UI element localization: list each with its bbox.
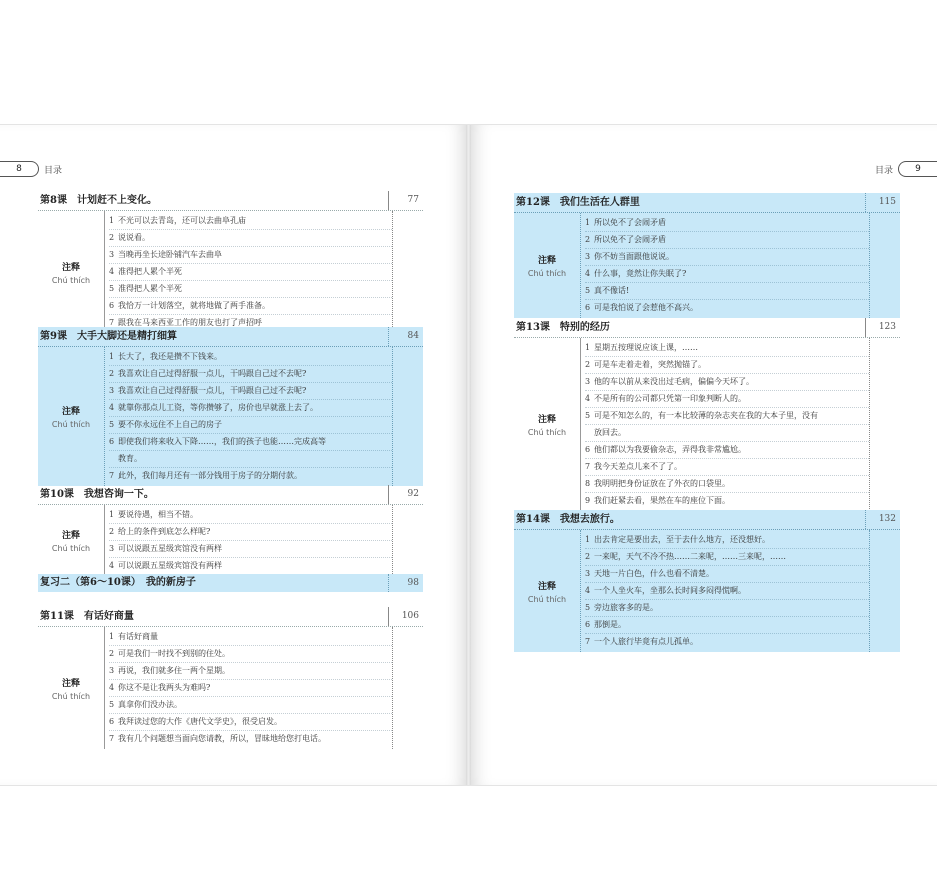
note-item-text: 所以免不了会闹矛盾 xyxy=(594,235,666,244)
note-items xyxy=(581,213,870,318)
note-item xyxy=(585,476,869,493)
note-item xyxy=(109,468,392,484)
note-item xyxy=(585,283,869,300)
note-item xyxy=(109,714,392,731)
note-item-number: 1 xyxy=(585,218,591,227)
note-item xyxy=(585,215,869,232)
note-item-text: 一个人坐火车，坐那么长时间多闷得慌啊。 xyxy=(594,586,746,595)
note-item-text: 天地一片白色，什么也看不清楚。 xyxy=(594,569,714,578)
note-item-text: 一来呢，天气不冷不热……二来呢，……三来呢，…… xyxy=(594,552,786,561)
lesson-block xyxy=(38,607,423,749)
note-item-text: 准得把人累个半死 xyxy=(118,284,182,293)
note-item-number: 4 xyxy=(109,683,115,692)
lesson-block xyxy=(38,485,423,576)
note-label-zh: 注释 xyxy=(61,531,80,541)
note-item-text: 我喜欢让自己过得舒服一点儿，干吗跟自己过不去呢? xyxy=(118,369,307,378)
note-label-zh: 注释 xyxy=(537,581,556,592)
lesson-title: 第12课 我们生活在人群里 xyxy=(516,197,640,208)
note-item-text: 可以说跟五星级宾馆没有两样 xyxy=(118,561,222,570)
note-item xyxy=(109,349,392,366)
note-item-number: 3 xyxy=(585,252,591,261)
note-label-zh: 注释 xyxy=(537,415,556,425)
lesson-title-row[interactable] xyxy=(514,193,900,213)
note-item-text: 准得把人累个半死 xyxy=(118,267,182,276)
note-item-text: 我们赶紧去看，果然在车的座位下面。 xyxy=(594,496,730,505)
note-item-number: 2 xyxy=(109,369,115,378)
note-item-number: 3 xyxy=(109,250,115,259)
lesson-block xyxy=(38,191,423,333)
note-item-number: 3 xyxy=(585,569,591,578)
note-item-text: 所以免不了会闹矛盾 xyxy=(594,218,666,227)
note-item-number: 7 xyxy=(109,734,115,743)
note-item xyxy=(585,617,869,634)
note-item-text: 教育。 xyxy=(118,454,142,463)
note-item-number: 9 xyxy=(585,496,591,505)
note-item xyxy=(585,374,869,391)
note-item-number: 5 xyxy=(109,284,115,293)
note-item-text: 什么事，竟然让你失眠了? xyxy=(594,269,687,278)
note-label xyxy=(38,627,105,749)
note-item-number: 8 xyxy=(585,479,591,488)
lesson-block xyxy=(514,318,900,511)
note-item xyxy=(585,232,869,249)
note-item-number: 7 xyxy=(585,637,591,646)
note-item xyxy=(109,298,392,315)
lesson-notes xyxy=(514,338,900,511)
note-item-text: 说说看。 xyxy=(118,233,150,242)
note-label-vi: Chú thích xyxy=(51,544,91,553)
note-item-text: 放回去。 xyxy=(594,428,626,437)
left-page-header xyxy=(0,161,62,177)
note-item-number: 1 xyxy=(109,632,115,641)
open-book xyxy=(0,124,937,786)
note-item-number: 2 xyxy=(109,527,115,536)
note-item-text: 可是不知怎么的，有一本比较薄的杂志夹在我的大本子里，没有 xyxy=(594,411,818,420)
note-item xyxy=(585,634,869,650)
lesson-title-row[interactable] xyxy=(38,485,423,505)
note-item-number: 5 xyxy=(585,411,591,420)
lesson-title-row[interactable] xyxy=(514,510,900,530)
note-item-number: 3 xyxy=(109,544,115,553)
lesson-title: 第8课 计划赶不上变化。 xyxy=(40,195,157,206)
review-page: 98 xyxy=(388,574,423,592)
lesson-title-row[interactable] xyxy=(38,191,423,211)
note-item-text: 真不像话! xyxy=(594,286,630,295)
note-item xyxy=(109,524,392,541)
lesson-page-number: 123 xyxy=(865,318,900,337)
note-label-zh: 注释 xyxy=(61,262,80,273)
note-item xyxy=(109,697,392,714)
note-item-text: 他的车以前从来没出过毛病，偏偏今天坏了。 xyxy=(594,377,754,386)
lesson-page-number: 92 xyxy=(388,485,423,504)
note-item-text: 要说待遇，相当不错。 xyxy=(118,510,198,519)
lesson-notes xyxy=(514,213,900,318)
note-item xyxy=(109,731,392,747)
note-item xyxy=(585,357,869,374)
note-item-number: 2 xyxy=(109,233,115,242)
note-item-number: 1 xyxy=(585,535,591,544)
note-item xyxy=(109,264,392,281)
note-item-text: 我恰万一计划落空，就将地做了两手准备。 xyxy=(118,301,270,310)
left-page-number: 8 xyxy=(0,161,39,177)
right-page-header xyxy=(875,161,937,177)
note-item-text: 我有几个问题想当面向您请教，所以，冒昧地给您打电话。 xyxy=(118,734,326,743)
note-item-text: 要不你永远住不上自己的房子 xyxy=(118,420,222,429)
lesson-page-number: 84 xyxy=(388,327,423,346)
lesson-title-row[interactable] xyxy=(38,327,423,347)
note-item xyxy=(109,366,392,383)
note-item-text: 当晚再坐长途卧铺汽车去曲阜 xyxy=(118,250,222,259)
note-label-vi: Chú thích xyxy=(527,428,567,437)
note-item-number: 4 xyxy=(585,269,591,278)
note-items xyxy=(581,530,870,652)
note-item xyxy=(109,417,392,434)
right-page xyxy=(471,125,937,785)
note-items xyxy=(105,627,393,749)
note-item xyxy=(109,400,392,417)
note-item-number: 3 xyxy=(109,666,115,675)
lesson-title: 第10课 我想咨询一下。 xyxy=(40,489,154,500)
note-item-number: 4 xyxy=(109,561,115,570)
note-item-number: 4 xyxy=(109,267,115,276)
note-item-text: 我喜欢让自己过得舒服一点儿，干吗跟自己过不去呢? xyxy=(118,386,307,395)
note-item-text: 星期五按理说应该上课，…… xyxy=(594,343,698,352)
note-item-text: 可是我们一时找不到别的住处。 xyxy=(118,649,230,658)
note-item xyxy=(109,629,392,646)
note-item-number: 1 xyxy=(109,510,115,519)
note-item-text: 不光可以去青岛，还可以去曲阜孔庙 xyxy=(118,216,246,225)
note-item-text: 你不妨当面跟他说说。 xyxy=(594,252,674,261)
note-label-vi: Chú thích xyxy=(51,691,91,701)
note-item xyxy=(585,408,869,425)
note-item xyxy=(585,566,869,583)
note-label-vi: Chú thích xyxy=(527,269,567,278)
note-item-number: 4 xyxy=(585,586,591,595)
note-item-text: 此外，我们每月还有一部分钱用于房子的分期付款。 xyxy=(118,471,302,480)
note-label-vi: Chú thích xyxy=(51,420,91,429)
lesson-page-number: 115 xyxy=(865,193,900,212)
left-page xyxy=(0,125,466,785)
lesson-notes xyxy=(514,530,900,652)
note-item-number: 2 xyxy=(585,360,591,369)
note-item-text: 就靠你那点儿工资，等你攒够了，房价也早就涨上去了。 xyxy=(118,403,318,412)
lesson-title: 第14课 我想去旅行。 xyxy=(516,514,620,525)
note-item xyxy=(585,425,869,442)
note-item-text: 一个人旅行毕竟有点儿孤单。 xyxy=(594,637,698,646)
note-label-zh: 注释 xyxy=(61,407,80,417)
note-item xyxy=(585,391,869,408)
note-item xyxy=(585,249,869,266)
note-label-vi: Chú thích xyxy=(51,275,91,285)
lesson-notes xyxy=(38,347,423,486)
lesson-title: 第9课 大手大脚还是精打细算 xyxy=(40,331,177,342)
note-item xyxy=(585,532,869,549)
note-item xyxy=(585,300,869,316)
note-item xyxy=(109,558,392,574)
note-item xyxy=(585,600,869,617)
note-item-text: 可是车走着走着，突然抛锚了。 xyxy=(594,360,706,369)
note-item-text: 我今天差点儿来不了了。 xyxy=(594,462,682,471)
review-row[interactable] xyxy=(38,574,423,592)
note-item-number: 1 xyxy=(109,216,115,225)
note-item-text: 我明明把身份证放在了外衣的口袋里。 xyxy=(594,479,730,488)
note-label xyxy=(38,505,105,576)
left-header-label: 目录 xyxy=(44,165,63,176)
note-item-number: 2 xyxy=(109,649,115,658)
note-item-number: 7 xyxy=(109,471,115,480)
note-item-number: 3 xyxy=(109,386,115,395)
note-item xyxy=(109,451,392,468)
lesson-block xyxy=(514,510,900,652)
note-item-number: 6 xyxy=(109,437,115,446)
note-item-number: 6 xyxy=(585,303,591,312)
note-items xyxy=(105,505,393,576)
note-item xyxy=(109,646,392,663)
note-item-number: 6 xyxy=(109,717,115,726)
note-item-number: 4 xyxy=(585,394,591,403)
lesson-notes xyxy=(38,627,423,749)
note-item-number: 5 xyxy=(109,700,115,709)
note-items xyxy=(105,347,393,486)
note-item xyxy=(109,281,392,298)
note-item xyxy=(109,383,392,400)
note-item-text: 旁边旅客多的是。 xyxy=(594,603,658,612)
right-page-number: 9 xyxy=(898,161,937,177)
note-item xyxy=(585,583,869,600)
note-label xyxy=(514,338,581,511)
note-label xyxy=(38,211,105,333)
note-item xyxy=(109,663,392,680)
note-item-text: 长大了，我还是攒不下钱来。 xyxy=(118,352,222,361)
note-item-text: 可以说跟五星级宾馆没有两样 xyxy=(118,544,222,553)
note-item xyxy=(109,434,392,451)
note-item-number: 1 xyxy=(585,343,591,352)
note-item xyxy=(109,230,392,247)
note-label-zh: 注释 xyxy=(537,256,556,266)
note-item-number: 5 xyxy=(585,286,591,295)
note-item-number: 2 xyxy=(585,235,591,244)
note-item-number: 2 xyxy=(585,552,591,561)
note-item-number: 4 xyxy=(109,403,115,412)
lesson-page-number: 106 xyxy=(388,607,423,626)
lesson-title-row[interactable] xyxy=(38,607,423,627)
note-item xyxy=(585,442,869,459)
lesson-title-row[interactable] xyxy=(514,318,900,338)
note-item-text: 可是我怕说了会惹他不高兴。 xyxy=(594,303,698,312)
note-item xyxy=(585,266,869,283)
lesson-block xyxy=(38,327,423,486)
note-item-text: 有话好商量 xyxy=(118,632,158,641)
note-item-text: 跟我在马来西亚工作的朋友也打了声招呼 xyxy=(118,318,262,327)
note-item-number: 6 xyxy=(109,301,115,310)
note-item-number: 6 xyxy=(585,445,591,454)
note-item-text: 出去肯定是要出去，至于去什么地方，还没想好。 xyxy=(594,535,770,544)
note-items xyxy=(105,211,393,333)
note-item xyxy=(109,541,392,558)
note-item-text: 真拿你们没办法。 xyxy=(118,700,182,709)
lesson-notes xyxy=(38,211,423,333)
note-item xyxy=(109,247,392,264)
note-item-text: 即使我们将来收入下降……，我们的孩子也能……完成高等 xyxy=(118,437,326,446)
note-item xyxy=(585,459,869,476)
lesson-title: 第13课 特别的经历 xyxy=(516,322,610,333)
note-item xyxy=(109,213,392,230)
note-label xyxy=(514,213,581,318)
note-label xyxy=(38,347,105,486)
review-title: 复习二（第6～10课） 我的新房子 xyxy=(40,577,196,588)
note-item xyxy=(585,340,869,357)
note-items xyxy=(581,338,870,511)
note-item xyxy=(585,493,869,509)
note-item-number: 3 xyxy=(585,377,591,386)
note-item-text: 我拜读过您的大作《唐代文学史》，很受启发。 xyxy=(118,717,282,726)
note-item-text: 给上的条件到底怎么样呢? xyxy=(118,527,211,536)
lesson-page-number: 132 xyxy=(865,510,900,529)
note-label-vi: Chú thích xyxy=(527,594,567,604)
right-header-label: 目录 xyxy=(874,165,893,176)
lesson-block xyxy=(514,193,900,318)
note-item xyxy=(109,680,392,697)
note-item-number: 7 xyxy=(109,318,115,327)
lesson-page-number: 77 xyxy=(388,191,423,210)
note-item-number: 1 xyxy=(109,352,115,361)
note-item-number: 5 xyxy=(585,603,591,612)
note-item-text: 他们都以为我要偷杂志，弄得我非常尴尬。 xyxy=(594,445,746,454)
note-item xyxy=(585,549,869,566)
lesson-title: 第11课 有话好商量 xyxy=(40,611,134,622)
note-item-text: 再说，我们就多住一两个星期。 xyxy=(118,666,230,675)
note-item-text: 你这不是让我两头为难吗? xyxy=(118,683,211,692)
note-label-zh: 注释 xyxy=(61,678,80,689)
note-item-text: 那倒是。 xyxy=(594,620,626,629)
note-item-number: 7 xyxy=(585,462,591,471)
note-label xyxy=(514,530,581,652)
note-item xyxy=(109,507,392,524)
note-item-number: 6 xyxy=(585,620,591,629)
lesson-notes xyxy=(38,505,423,576)
note-item-text: 不是所有的公司都只凭第一印象判断人的。 xyxy=(594,394,746,403)
note-item-number: 5 xyxy=(109,420,115,429)
